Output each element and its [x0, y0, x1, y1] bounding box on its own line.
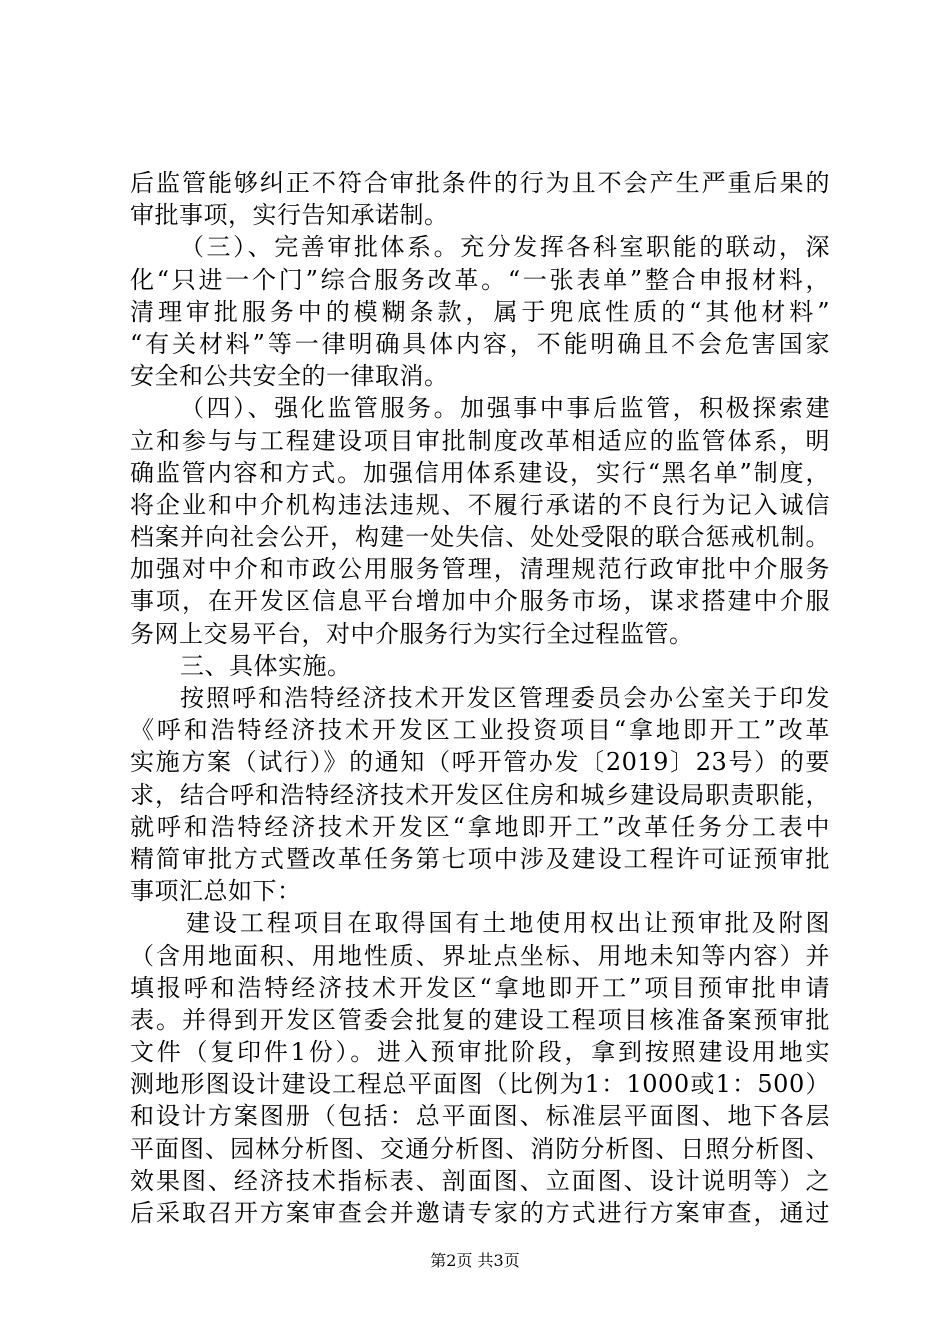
text-line: 按照呼和浩特经济技术开发区管理委员会办公室关于印发 [180, 684, 830, 712]
text-line: 后监管能够纠正不符合审批条件的行为且不会产生严重后果的 [130, 169, 830, 197]
text-line: 审批事项，实行告知承诺制。 [130, 201, 449, 230]
text-line: 填报呼和浩特经济技术开发区“拿地即开工”项目预审批申请 [130, 973, 830, 1002]
text-line: 清理审批服务中的模糊条款，属于兜底性质的“其他材料” [130, 297, 830, 326]
text-line: （四）、强化监管服务。加强事中事后监管，积极探索建 [180, 394, 830, 423]
text-line: 事项汇总如下： [130, 877, 302, 906]
text-line: 事项，在开发区信息平台增加中介服务市场，谋求搭建中介服 [130, 587, 830, 616]
text-line: 档案并向社会公开，构建一处失信、处处受限的联合惩戒机制。 [130, 523, 830, 552]
text-line: 确监管内容和方式。加强信用体系建设，实行“黑名单”制度， [130, 458, 830, 487]
text-line: 立和参与与工程建设项目审批制度改革相适应的监管体系，明 [130, 426, 830, 455]
text-line: 化“只进一个门”综合服务改革。“一张表单”整合申报材料， [130, 265, 830, 294]
text-line: （三）、完善审批体系。充分发挥各科室职能的联动，深 [180, 233, 830, 262]
text-line: 务网上交易平台，对中介服务行为实行全过程监管。 [130, 619, 694, 648]
page-number-label: 第2页 共3页 [430, 1251, 520, 1270]
page-footer [0, 1248, 950, 1271]
text-line: 求，结合呼和浩特经济技术开发区住房和城乡建设局职责职能， [130, 780, 830, 809]
text-line: 后采取召开方案审查会并邀请专家的方式进行方案审查，通过 [130, 1199, 830, 1227]
text-line: 文件（复印件1份）。进入预审批阶段，拿到按照建设用地实 [130, 1038, 830, 1067]
text-line: （含用地面积、用地性质、界址点坐标、用地未知等内容）并 [130, 941, 830, 970]
document-body [130, 167, 830, 1229]
text-line: 就呼和浩特经济技术开发区“拿地即开工”改革任务分工表中 [130, 812, 830, 841]
text-line: 精简审批方式暨改革任务第七项中涉及建设工程许可证预审批 [130, 844, 830, 873]
text-line: 平面图、园林分析图、交通分析图、消防分析图、日照分析图、 [130, 1134, 830, 1163]
text-line: 表。并得到开发区管委会批复的建设工程项目核准备案预审批 [130, 1005, 830, 1034]
text-line: 安全和公共安全的一律取消。 [130, 362, 449, 391]
text-line: 《呼和浩特经济技术开发区工业投资项目“拿地即开工”改革 [130, 716, 830, 745]
text-line: 三、具体实施。 [180, 651, 352, 680]
text-line: 和设计方案图册（包括：总平面图、标准层平面图、地下各层 [130, 1102, 830, 1131]
text-line: 加强对中介和市政公用服务管理，清理规范行政审批中介服务 [130, 555, 830, 584]
text-line: 实施方案（试行）》的通知（呼开管办发〔2019〕23号）的要 [130, 748, 830, 777]
text-line: 将企业和中介机构违法违规、不履行承诺的不良行为记入诚信 [130, 490, 830, 519]
text-line: 测地形图设计建设工程总平面图（比例为1：1000或1：500） [130, 1070, 830, 1099]
text-line: 建设工程项目在取得国有土地使用权出让预审批及附图 [186, 909, 830, 938]
text-line: 效果图、经济技术指标表、剖面图、立面图、设计说明等）之 [130, 1166, 830, 1195]
text-line: “有关材料”等一律明确具体内容，不能明确且不会危害国家 [130, 329, 830, 358]
